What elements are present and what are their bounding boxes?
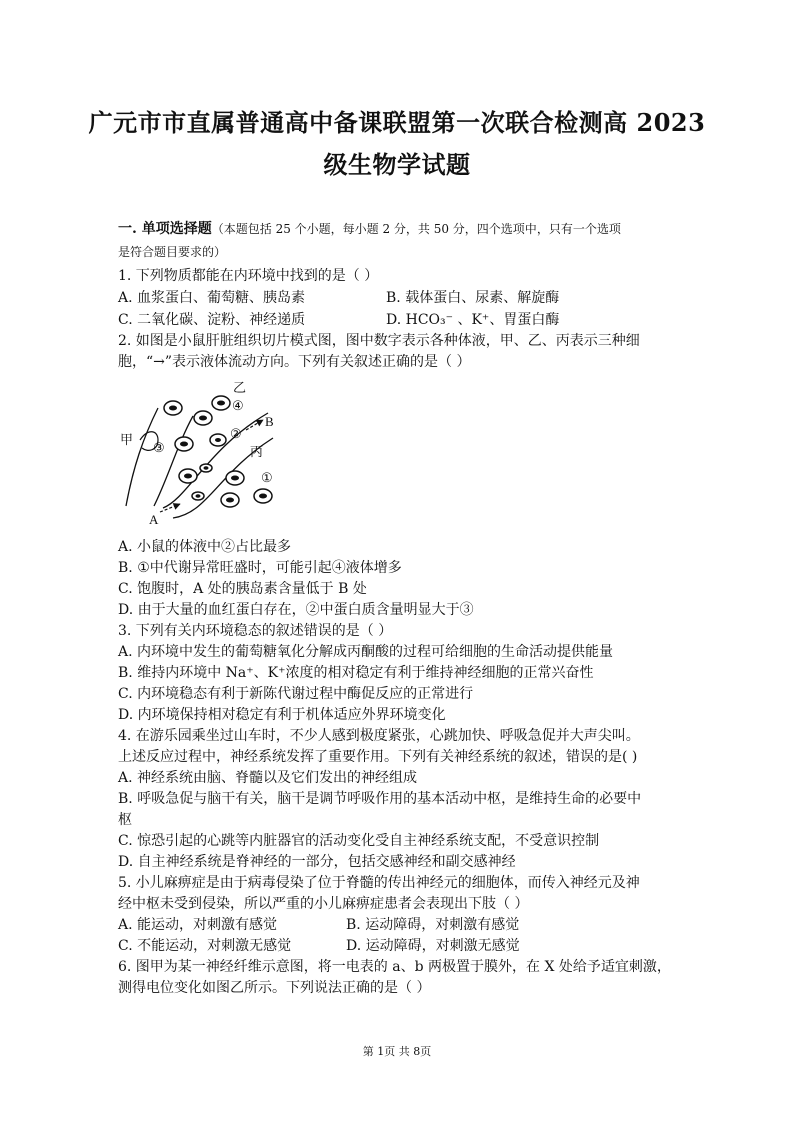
q5-option-a: A. 能运动，对刺激有感觉 (118, 917, 278, 933)
label-1: ① (261, 470, 273, 485)
label-2: ② (230, 426, 242, 441)
q2-stem-2: 胞，“→”表示液体流动方向。下列有关叙述正确的是（ ） (118, 354, 471, 370)
section-note-2: 是符合题目要求的） (118, 245, 227, 259)
q1-option-a: A. 血浆蛋白、葡萄糖、胰岛素 (118, 290, 306, 306)
q4-option-c: C. 惊恐引起的心跳等内脏器官的活动变化受自主神经系统支配，不受意识控制 (118, 833, 600, 849)
q4-option-a: A. 神经系统由脑、脊髓以及它们发出的神经组成 (118, 770, 418, 786)
q5-stem-1: 5. 小儿麻痹症是由于病毒侵染了位于脊髓的传出神经元的细胞体，而传入神经元及神 (118, 875, 640, 891)
vessel-wall-left (126, 408, 158, 506)
label-b: B (265, 414, 274, 429)
q3-option-b: B. 维持内环境中 Na⁺、K⁺浓度的相对稳定有利于维持神经细胞的正常兴奋性 (118, 665, 594, 681)
q2-option-d: D. 由于大量的血红蛋白存在，②中蛋白质含量明显大于③ (118, 602, 474, 618)
q5-option-c: C. 不能运动，对刺激无感觉 (118, 938, 292, 954)
label-bing: 丙 (250, 444, 264, 459)
q1-stem: 1. 下列物质都能在内环境中找到的是（ ） (118, 268, 379, 284)
q4-stem-1: 4. 在游乐园乘坐过山车时，不少人感到极度紧张，心跳加快、呼吸急促并大声尖叫。 (118, 728, 640, 744)
title-line-2: 级生物学试题 (323, 150, 471, 179)
vessel-wall-right (154, 416, 193, 506)
liver-tissue-diagram (118, 378, 288, 528)
q3-stem: 3. 下列有关内环境稳态的叙述错误的是（ ） (118, 623, 393, 639)
q6-stem-2: 测得电位变化如图乙所示。下列说法正确的是（ ） (118, 980, 431, 996)
q3-option-c: C. 内环境稳态有利于新陈代谢过程中酶促反应的正常进行 (118, 686, 474, 702)
q5-option-d: D. 运动障碍，对刺激无感觉 (346, 938, 520, 954)
q4-option-b-2: 枢 (118, 812, 132, 828)
section-note-1: （本题包括 25 个小题，每小题 2 分，共 50 分，四个选项中，只有一个选项 (211, 222, 621, 236)
q4-stem-2: 上述反应过程中，神经系统发挥了重要作用。下列有关神经系统的叙述，错误的是( ) (118, 749, 638, 765)
q2-option-b: B. ①中代谢异常旺盛时，可能引起④液体增多 (118, 560, 402, 576)
page-footer: 第 1页 共 8页 (362, 1045, 432, 1058)
q5-option-b: B. 运动障碍，对刺激有感觉 (346, 917, 520, 933)
q2-option-c: C. 饱腹时，A 处的胰岛素含量低于 B 处 (118, 581, 367, 597)
capillary-wall-1 (163, 413, 268, 508)
section-heading: 一. 单项选择题 (118, 221, 212, 237)
label-a: A (149, 512, 159, 527)
label-yi: 乙 (233, 380, 247, 395)
q5-stem-2: 经中枢未受到侵染，所以严重的小儿麻痹症患者会表现出下肢（ ） (118, 896, 529, 912)
q3-option-a: A. 内环境中发生的葡萄糖氧化分解成丙酮酸的过程可给细胞的生命活动提供能量 (118, 644, 614, 660)
q1-option-d: D. HCO₃⁻ 、K⁺、胃蛋白酶 (386, 312, 560, 328)
q4-option-b-1: B. 呼吸急促与脑干有关，脑干是调节呼吸作用的基本活动中枢，是维持生命的必要中 (118, 791, 642, 807)
section-heading-line (118, 219, 621, 239)
q1-option-c: C. 二氧化碳、淀粉、神经递质 (118, 312, 306, 328)
q1-option-b: B. 载体蛋白、尿素、解旋酶 (386, 290, 560, 306)
label-4: ④ (232, 398, 244, 413)
q2-option-a: A. 小鼠的体液中②占比最多 (118, 539, 292, 555)
q3-option-d: D. 内环境保持相对稳定有利于机体适应外界环境变化 (118, 707, 446, 723)
label-jia: 甲 (120, 432, 134, 447)
q2-stem-1: 2. 如图是小鼠肝脏组织切片模式图，图中数字表示各种体液，甲、乙、丙表示三种细 (118, 333, 640, 349)
label-3: ③ (153, 440, 165, 455)
q4-option-d: D. 自主神经系统是脊神经的一部分，包括交感神经和副交感神经 (118, 854, 516, 870)
title-line-1: 广元市市直属普通高中备课联盟第一次联合检测高 2023 (88, 108, 706, 137)
q6-stem-1: 6. 图甲为某一神经纤维示意图，将一电表的 a、b 两极置于膜外，在 X 处给予适宜刺激， (118, 959, 671, 975)
